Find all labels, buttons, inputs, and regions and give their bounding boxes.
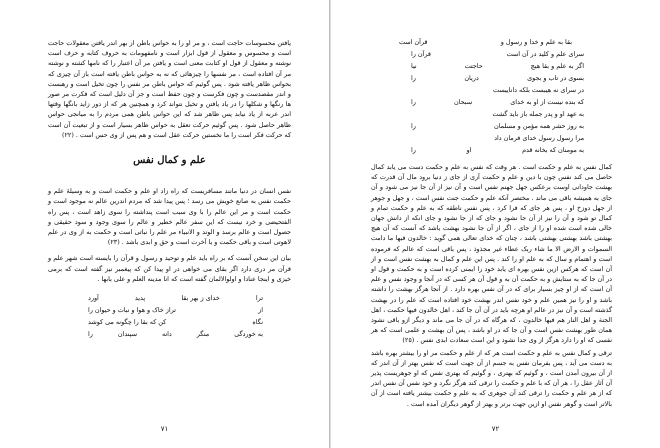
verse-line — [48, 292, 291, 304]
verse-word: به روز حشر همه مؤمن و مسلمان — [494, 122, 584, 130]
verse-word: تراز خاک و هوا و نبات و حیوان را — [88, 306, 176, 315]
verse-word: سپندان — [117, 330, 137, 339]
right-page-body — [371, 36, 612, 411]
intro-reference: (٢٢) — [62, 130, 74, 139]
poem-block — [371, 36, 612, 156]
page-number: ٧١ — [160, 425, 169, 433]
verse-word: مرا رسول رسول خدای فرمان داد — [494, 134, 584, 142]
verse-word: سبحان — [454, 98, 473, 106]
intro-paragraph — [48, 38, 291, 140]
paragraph-1 — [48, 186, 291, 247]
paragraph-1-text: کمال نفس به علم و حکمت است . هر وقت که نفس به علم و حکمت دست می یابد کمال حاصل می کند نفس چون با دین و علم و حکمت آری از جای ز دنیا برود مال آن قدرت که بهشت جاودانی اوست برعکس جهل جهنم نفس است و آن نیز از آن جا نیز می شود و آن جای به همیشه باقی می ماند . مختصر آنکه علم و حکمت جنت نفس است ، و جهل و جوهر از جهل دوزخ او ، پس هر جای که فرا کرد ، پس نفس ناطقه که به علم و حکمت تمام و کمال تو شود و آن را نیز از آن جا نشود و جای که از جا نشود و جای انکه از دانش جهان خالی شده است شده او را از جای ، اگر از آن جا نشود بهشت باشد که آنست که آن هیچ بهشتی باشد بهشتی بهشتی باشد ، چنان که خدای تعالی همی گوید : خالدون فیها ما دامت السموات و الارض الا ما شاء ربک عطاء غیر مجذوذ ، پس باقی است که عالم که فرموده است و اهتمام و سال که به علم او را کند . پس این علم و کمال به بهشت نفس است و از آن است که هرکس ازین نفس بهره ای یابد خود را ایمنی کرده است و به حکمت و قول او در آن جا که به ستایش و به حکمت آن به و قول آن هر کسی که در آنجا و وجود نفس و علم آن است که از او چیز بسیار برای که در آن نفس بهره دارد . از آنجا هرگز بهشت را داشته باشد و او را نیز همین علم و خود نفس اندر بهشت خود افتاده است که علم را در بهشت گذشته است و آن نیز در عالم او هرچه باید در آن آن جا کند ، اهل خالدون فیها حکمت ، اهل الجنة و اهل النار هم فیها خالدون ، که هرگاه که در آن جا می ماند و دیگر ازو باقی نشود همان طور بهشت نفس است و آن جا که در او باشد ، پس آن بهشت و علمی است که هر نفسی که او را دارد هرگز از وی جدا نشود و این است سعادت ابدی نفس . — [371, 163, 612, 345]
verse-word: بسوی در تاب و بجوی — [527, 74, 584, 82]
verse-word: اگر به علم و بقا هیچ — [530, 62, 584, 70]
verse-word: دریان — [464, 74, 479, 82]
paragraph-1-text: نفس انسان در دنیا مانند مسافریست که راه زاد او علم و حکمت است و به وسیلهٔ علم و حکمت نفس به صانع خویش می رسد ؛ پس پیدا شد که مردم اندرین عالم نه موجود است و حکمت است و مر این عالم را با وی سبب است پنداشته را سوی زاهد است ، پس راه الفتحیضی و خرد نیست که این سفر عالم خطیر و عالم را سوی وجود و سود حقیقی و حصول است و عالم برسد و الوند و الانبیاء مر علم را نباتی است و حکمت به از وی در علم لاهوتی است و باقی حکمت و یا آخرت است و حق و ابدی باشد . — [48, 187, 291, 247]
verse-line — [371, 84, 612, 96]
verse-word: پدید — [134, 294, 146, 303]
verse-line — [48, 316, 291, 328]
verse-line — [371, 108, 612, 120]
verse-word: را — [411, 146, 416, 154]
verse-word: سرای علم و کلید در آن است — [506, 50, 584, 58]
verse-word: بقا به علم و خدا و رسول و — [500, 38, 572, 46]
verse-word: قرآن را — [411, 50, 431, 58]
verse-line — [48, 328, 291, 340]
paragraph-1-reference: (٢٥) — [402, 336, 415, 345]
right-page — [330, 0, 660, 448]
verse-word: را — [411, 74, 416, 82]
verse-word: را — [411, 98, 416, 106]
verse-word: نیا — [411, 62, 417, 70]
section-heading: علم و کمال نفس — [133, 155, 206, 167]
paragraph-2: ترقی و کمال نفس به علم و حکمت است هر که از علم و حکمت مر او را بیشتر بهره باشد به دست می آید ، پس بفرمان نفس به جسم از آن جهت است که نفس بهتر از آن اندر که از آن بیرون آمدن است ، و گوئیم که بهتری ، و گوئیم که بهتری نفس که او جوهریست پذیر آن آثار عقل را ، هر آن که با علم و حکمت را ترقی کند هرگز نگرد و خود نفس آن نفس اندر که از هر علم و حکمت را ترقی کند آن جوهری که به علم و حکمت بیشتر یافته است از آن بالاتر است و گوهر نفس او ازین جهت برتر و بهتر از گوهر دیگران آمده است . — [371, 348, 612, 408]
verse-word: او — [466, 146, 472, 154]
verse-line — [371, 120, 612, 132]
verse-line — [371, 72, 612, 84]
verse-word: که بنده نیست از او به خدای — [510, 98, 584, 106]
verse-word: آورد — [88, 294, 99, 303]
paragraph-1-reference: (٢٣) — [107, 238, 120, 247]
verse-word: را — [411, 122, 416, 130]
verse-word: دانه — [161, 330, 172, 339]
verse-word: منگر — [196, 330, 210, 339]
verse-line — [371, 144, 612, 156]
verse-word: در سرای نه هیبست بلکه داناییست — [492, 86, 584, 94]
verse-word: از — [258, 306, 263, 315]
page-number: ٧٢ — [491, 425, 500, 433]
verse-word: به خوردگی — [234, 330, 263, 339]
verse-word: نگاه — [252, 318, 263, 327]
intro-paragraph-text: یافتن محسوسات حاجت است ، و مر او را به حواس باطن از بهر اندر یافتن معقولات حاجت است و محسوس و معقول از قول ابزار است و نامفهومات به حروف کتابه و حرف است نوشته و معقول از قول او کتابت معنی است و یافتن مر آن اعتبار را که نامها کشته و نوشته مر آن افتاده است ، مر نفسها را چیزهائی که نه به حواس باطن یافته است باز آن چیزی که بحواس ظاهر یافته شود . پس گوئیم که حواس باطن مر نفس را چون تخیل است و رهبست و اندر مقصدست و چون فکرست و چون حفظ است و جز آن دلیل است که فکرت مر صور ها رنگها و شکلها را در یاد یافتن و تخیل نتواند کرد و همچنین هر که از دور زاید بانگها وقتها اندر عربه از یاد نیابد پس ظاهر شد که این حواس باطن همی مردم را به میانجی حواس ظاهر حاصل شود . پس گوئیم حرکت تعقل به حواس ظاهر بسیار است و از تبعیت آن است که حرکت فکر است را ما نخستین حرکت عقل است و هم پس از وی حس است . — [48, 39, 291, 139]
verse-word: خدای ز بهر بقا — [181, 294, 220, 303]
verse-word: ترا — [255, 294, 263, 303]
verse-word: قرآن است — [399, 38, 428, 46]
verse-line — [48, 304, 291, 316]
paragraph-2: بیان این سخن آنست که بر راه باید علم و توحید و رسول و قرآن را بایسته است شهر علم و قرآن مر دری دارد اگر بقای می خواهی در او پیدا کن که پیغمبر نیز گفته است که برمی خیزی و اینجا عنادا و اولوالالمان گفته است که انا مدینه العلم و علی بابها . — [48, 254, 291, 283]
verse-word: را — [88, 330, 93, 339]
verse-word: به عهد او و پدر جمله باز باید گشت — [492, 110, 584, 118]
verse-line — [371, 96, 612, 108]
verse-line — [371, 48, 612, 60]
verse-word: حاجتت — [464, 62, 483, 70]
poem-block — [48, 292, 291, 340]
left-page-body — [48, 38, 291, 346]
verse-line — [371, 132, 612, 144]
verse-word: کن که بقا را چگونه می کوشد — [88, 318, 167, 327]
verse-line — [371, 60, 612, 72]
verse-line — [371, 36, 612, 48]
paragraph-1 — [371, 162, 612, 346]
verse-word: به مومنان که بخانه قدم — [522, 146, 584, 154]
